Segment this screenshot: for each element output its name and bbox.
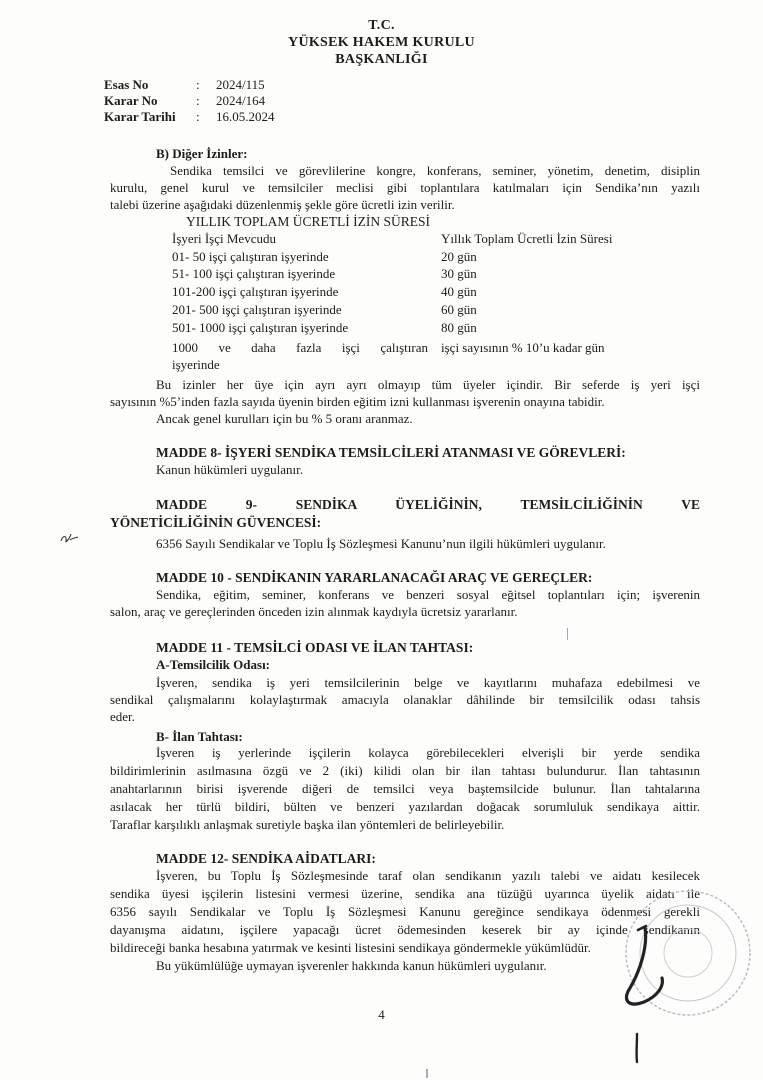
madde-11-a-text: İşveren, sendika iş yeri temsilcilerinin belge ve kayıtlarını muhafaza edebilmesi ve (156, 675, 700, 690)
madde-10-title: MADDE 10 - SENDİKANIN YARARLANACAĞI ARAÇ VE GEREÇLER: (156, 570, 593, 585)
madde-10-text: salon, araç ve gereçlerinden önceden izin alınmak kaydıyla ücretsiz yararlanır. (110, 604, 518, 619)
header-department: BAŞKANLIĞI (335, 52, 428, 67)
meta-label: Karar No (104, 93, 158, 108)
section-b-line: sayısının %5’inden fazla sayıda üyenin birden eğitim izni kullanması işverenin onayına tabidir. (110, 394, 605, 409)
leave-table-cell: işyerinde (172, 357, 220, 372)
leave-table-cell: 201- 500 işçi çalıştıran işyerinde (172, 302, 342, 317)
leave-table-cell: 30 gün (441, 266, 477, 281)
madde-11-b-text: Taraflar karşılıklı anlaşmak suretiyle başka ilan yöntemleri de belirleyebilir. (110, 817, 505, 832)
meta-sep: : (196, 93, 200, 108)
header-tc: T.C. (368, 18, 395, 33)
madde-11-b-title: B- İlan Tahtası: (156, 729, 243, 744)
madde-12-text: sendika üyesi işçilerin listesini vermesi üzerine, sendika ana tüzüğü uyarınca üyelik aidatı ile (110, 886, 700, 901)
scan-speck (426, 1069, 428, 1078)
meta-value: 16.05.2024 (216, 109, 275, 124)
madde-8-title: MADDE 8- İŞYERİ SENDİKA TEMSİLCİLERİ ATANMASI VE GÖREVLERİ: (156, 445, 626, 460)
leave-table-cell: 101-200 işçi çalıştıran işyerinde (172, 284, 339, 299)
leave-table-cell: 20 gün (441, 249, 477, 264)
margin-initial-mark (58, 526, 82, 548)
leave-table-cell: 1000 ve daha fazla işçi çalıştıran (172, 340, 428, 355)
madde-12-text: Bu yükümlülüğe uymayan işverenler hakkında kanun hükümleri uygulanır. (156, 958, 547, 973)
madde-11-a-text: sendikal çalışmalarını kolaylaştırmak amacıyla olanaklar dâhilinde bir temsilcilik odası tahsis (110, 692, 700, 707)
madde-12-title: MADDE 12- SENDİKA AİDATLARI: (156, 851, 376, 866)
meta-value: 2024/115 (216, 77, 265, 92)
madde-12-text: İşveren, bu Toplu İş Sözleşmesinde taraf olan sendikanın yazılı talebi ve aidatı kesilecek (156, 868, 700, 883)
madde-12-text: dayanışma aidatını, işçilere yapacağı ücret ödemesinden keserek bir ay içinde sendikanın (110, 922, 700, 937)
madde-11-title: MADDE 11 - TEMSİLCİ ODASI VE İLAN TAHTASI: (156, 640, 474, 655)
leave-table-cell: 501- 1000 işçi çalıştıran işyerinde (172, 320, 349, 335)
meta-tarih (104, 109, 275, 124)
meta-sep: : (196, 109, 200, 124)
meta-sep: : (196, 77, 200, 92)
meta-esas (104, 77, 265, 92)
madde-8-text: Kanun hükümleri uygulanır. (156, 462, 303, 477)
header-institution: YÜKSEK HAKEM KURULU (288, 35, 475, 50)
madde-11-b-text: İşveren iş yerlerinde işçilerin kolayca görebilecekleri elverişli bir yerde sendika (156, 745, 700, 760)
meta-label: Karar Tarihi (104, 109, 176, 124)
meta-label: Esas No (104, 77, 149, 92)
section-b-line: kurulu, genel kurul ve temsilciler meclisi gibi toplantılara katılmaları için Sendika’nın yazılı (110, 180, 700, 195)
meta-value: 2024/164 (216, 93, 266, 108)
leave-table-cell: 80 gün (441, 320, 477, 335)
section-b-line: Bu izinler her üye için ayrı ayrı olmayıp tüm üyeler içindir. Bir seferde iş yeri işçi (156, 377, 700, 392)
leave-table-cell: 60 gün (441, 302, 477, 317)
section-b-title: B) Diğer İzinler: (156, 146, 248, 161)
madde-11-a-text: eder. (110, 709, 135, 724)
madde-10-text: Sendika, eğitim, seminer, konferans ve benzeri sosyal eğitsel toplantıları için; işverenin (156, 587, 700, 602)
scan-speck (567, 628, 568, 640)
madde-11-a-title: A-Temsilcilik Odası: (156, 657, 271, 672)
madde-9-title: MADDE 9- SENDİKA ÜYELİĞİNİN, TEMSİLCİLİĞİNİN VE (156, 497, 700, 512)
leave-table-cell: işçi sayısının % 10’u kadar gün (441, 340, 605, 355)
section-b-line: Ancak genel kurulları için bu % 5 oranı aranmaz. (156, 411, 413, 426)
leave-table-title: YILLIK TOPLAM ÜCRETLİ İZİN SÜRESİ (186, 214, 430, 229)
madde-12-text: bildireceği banka hesabına yatırmak ve kesinti listesini sendikaya göndermekle yükümlüdür. (110, 940, 591, 955)
madde-9-text: 6356 Sayılı Sendikalar ve Toplu İş Sözleşmesi Kanunu’nun ilgili hükümleri uygulanır. (156, 536, 606, 551)
leave-table-cell: 40 gün (441, 284, 477, 299)
leave-table-cell: 51- 100 işçi çalıştıran işyerinde (172, 266, 336, 281)
leave-table-head-right: Yıllık Toplam Ücretli İzin Süresi (441, 231, 613, 246)
section-b-line: talebi üzerine aşağıdaki düzenlenmiş şekle göre ücretli izin verilir. (110, 197, 455, 212)
leave-table-cell: 01- 50 işçi çalıştıran işyerinde (172, 249, 329, 264)
signature-mark (600, 916, 710, 1066)
madde-11-b-text: asılacak her türlü bildiri, bülten ve benzeri yazılardan doğacak sorumluluk sendikaya aittir. (110, 799, 700, 814)
leave-table-head-left: İşyeri İşçi Mevcudu (172, 231, 276, 246)
page-number: 4 (378, 1007, 385, 1022)
madde-11-b-text: bildirimlerinin asılmasına özgü ve 2 (iki) kilidi olan bir ilan tahtası bulundurur. İlan tahtasının (110, 763, 700, 778)
meta-karar (104, 93, 265, 108)
madde-12-text: 6356 sayılı Sendikalar ve Toplu İş Sözleşmesi Kanunu gereğince sendikaya ödenmesi gerekli (110, 904, 700, 919)
section-b-line: Sendika temsilci ve görevlilerine kongre, konferans, seminer, yönetim, denetim, disiplin (170, 163, 700, 178)
madde-9-title: YÖNETİCİLİĞİNİN GÜVENCESİ: (110, 515, 322, 530)
madde-11-b-text: anahtarlarının birisi işverende diğeri de temsilci veya baştemsilcide bulunur. İlan tahtalarına (110, 781, 700, 796)
